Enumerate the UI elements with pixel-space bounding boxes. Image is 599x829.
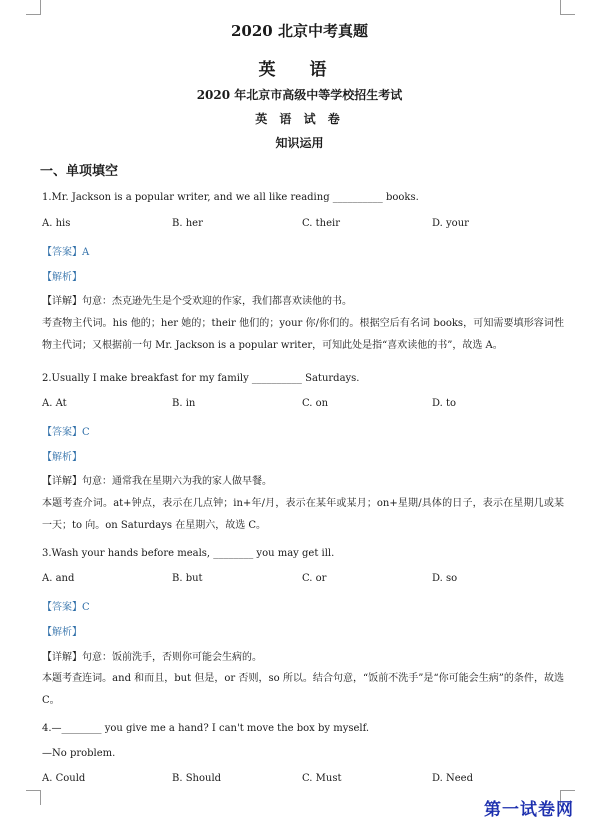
question-2-explanation: 本题考查介词。at+钟点，表示在几点钟；in+年/月，表示在某年或某月；on+星期/具体的日子，表示在星期几或某一天；to 向。on Saturdays 在星期六，故选 C。 <box>42 498 564 531</box>
question-1-analysis-label: 【解析】 <box>42 272 82 283</box>
exam-name: 2020 年北京市高级中等学校招生考试 <box>196 88 403 102</box>
crop-mark-top-left <box>26 0 41 15</box>
question-3-explanation: 本题考查连词。and 和而且，but 但是，or 否则，so 所以。结合句意，“饭前不洗手”是“你可能会生病”的条件，故选 C。 <box>42 673 564 706</box>
question-4-option-b: B. Should <box>172 773 222 784</box>
question-2-answer: 【答案】C <box>42 427 90 438</box>
question-3-option-d: D. so <box>432 573 458 584</box>
question-3-option-c: C. or <box>302 573 327 584</box>
question-4-option-a: A. Could <box>42 773 86 784</box>
question-1-option-b: B. her <box>172 218 203 229</box>
question-2-stem: 2.Usually I make breakfast for my family __________ Saturdays. <box>42 373 360 384</box>
question-3-answer: 【答案】C <box>42 602 90 613</box>
crop-mark-bottom-left <box>26 790 41 805</box>
question-3-detail: 【详解】句意：饭前洗手，否则你可能会生病的。 <box>42 652 262 663</box>
document-title: 2020 北京中考真题 <box>231 22 368 40</box>
question-2-option-c: C. on <box>302 398 329 409</box>
question-3-option-a: A. and <box>42 573 75 584</box>
question-3-stem: 3.Wash your hands before meals, ________ you may get ill. <box>42 548 335 559</box>
question-4-reply: —No problem. <box>42 748 116 759</box>
question-4-option-d: D. Need <box>432 773 474 784</box>
question-4-option-c: C. Must <box>302 773 342 784</box>
question-2-detail: 【详解】句意：通常我在星期六为我的家人做早餐。 <box>42 476 272 487</box>
section-title: 一、单项填空 <box>40 164 119 179</box>
question-1-option-c: C. their <box>302 218 341 229</box>
paper-name: 英 语 试 卷 <box>255 112 344 126</box>
question-4-stem: 4.—________ you give me a hand? I can't move the box by myself. <box>42 723 370 734</box>
watermark-brand: 第一试卷网 <box>484 800 574 820</box>
question-1-detail: 【详解】句意：杰克逊先生是个受欢迎的作家，我们都喜欢读他的书。 <box>42 296 352 307</box>
question-1-answer: 【答案】A <box>42 247 90 258</box>
question-3-analysis-label: 【解析】 <box>42 627 82 638</box>
question-3-option-b: B. but <box>172 573 203 584</box>
question-1-explanation: 考查物主代词。his 他的；her 她的；their 他们的；your 你/你们的。根据空后有名词 books，可知需要填形容词性物主代词；又根据前一句 Mr. Jackson is a popular writer，可知此处是指“喜欢读他的书”，故选 A。 <box>42 318 564 351</box>
question-2-option-a: A. At <box>42 398 67 409</box>
question-1-option-a: A. his <box>42 218 71 229</box>
question-2-analysis-label: 【解析】 <box>42 452 82 463</box>
part-name: 知识运用 <box>275 136 324 150</box>
subject-title: 英 语 <box>258 60 341 80</box>
question-2-option-b: B. in <box>172 398 196 409</box>
question-1-option-d: D. your <box>432 218 469 229</box>
question-2-option-d: D. to <box>432 398 457 409</box>
question-1-stem: 1.Mr. Jackson is a popular writer, and we all like reading __________ books. <box>42 192 419 203</box>
crop-mark-top-right <box>560 0 575 15</box>
